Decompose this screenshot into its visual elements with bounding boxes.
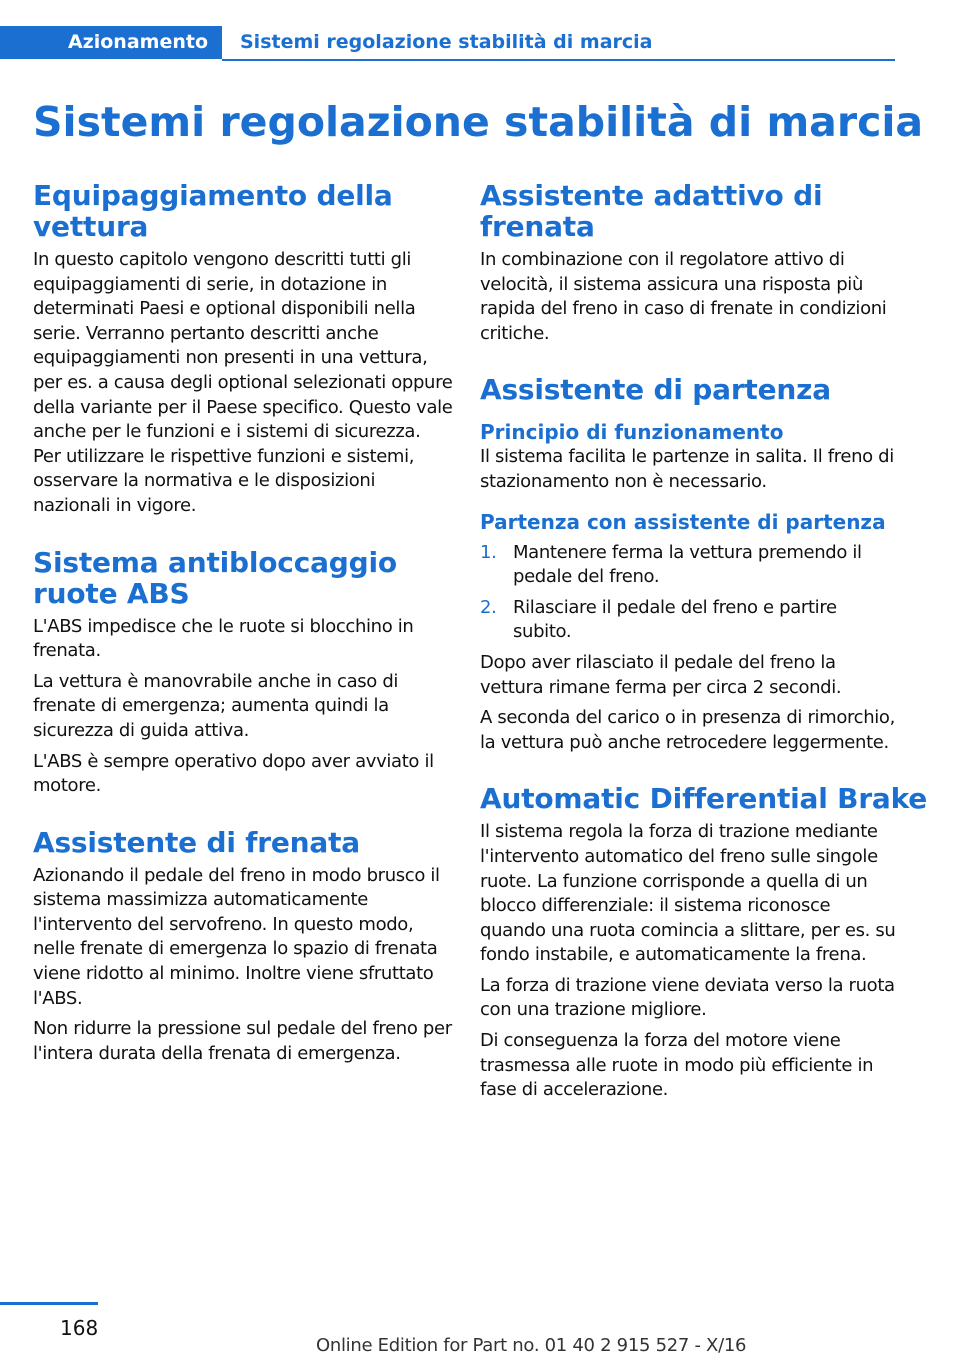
step-text: Rilasciare il pedale del freno e partire subito. xyxy=(513,596,837,643)
right-column xyxy=(480,179,928,1103)
adb-paragraph-3: Di conseguenza la forza del motore viene trasmessa alle ruote in modo più efficiente in fase di accelerazione. xyxy=(480,1030,874,1101)
equipment-heading: Equipaggiamento della vettura xyxy=(33,179,393,243)
list-item xyxy=(480,541,900,590)
adaptive-brake-text: In combinazione con il regolatore attivo di velocità, il sistema assicura una risposta più rapida del freno in caso di frenate in condizioni critiche. xyxy=(480,249,887,344)
section-tab[interactable]: Azionamento xyxy=(0,26,222,59)
abs-heading: Sistema antibloccaggio ruote ABS xyxy=(33,545,397,610)
hill-start-section xyxy=(480,374,900,755)
page-number: 168 xyxy=(60,1316,99,1340)
adaptive-brake-section xyxy=(480,180,900,346)
adb-paragraph-2: La forza di trazione viene deviata verso la ruota con una trazione migliore. xyxy=(480,974,895,1021)
edition-note: Online Edition for Part no. 01 40 2 915 527 - X/16 xyxy=(316,1335,747,1356)
adb-heading: Automatic Differential Brake xyxy=(480,782,928,816)
adb-paragraph-1: Il sistema regola la forza di trazione mediante l'intervento automatico del freno sulle singole ruote. La funzione corrisponde a quella di un blocco differenziale: il sistema riconosce quando una ruota comincia a slittare, per es. su fondo instabile, e automaticamente la frena. xyxy=(480,821,896,966)
brake-assist-heading: Assistente di frenata xyxy=(33,825,360,859)
abs-paragraph-2: La vettura è manovrabile anche in caso di frenate di emergenza; aumenta quindi la sicurezza di guida attiva. xyxy=(33,670,399,741)
page-title: Sistemi regolazione stabilità di marcia xyxy=(33,98,924,146)
start-steps-list xyxy=(480,541,900,645)
list-item xyxy=(480,596,900,645)
adaptive-brake-heading: Assistente adattivo di frenata xyxy=(480,179,823,243)
header-rule xyxy=(222,59,895,61)
step-text: Mantenere ferma la vettura premendo il pedale del freno. xyxy=(513,541,862,588)
equipment-section xyxy=(33,180,453,519)
principle-text: Il sistema facilita le partenze in salita. Il freno di stazionamento non è necessario. xyxy=(480,446,894,492)
hill-start-heading: Assistente di partenza xyxy=(480,373,831,407)
hill-start-paragraph-1: Dopo aver rilasciato il pedale del freno la vettura rimane ferma per circa 2 secondi. xyxy=(480,651,842,698)
brake-assist-paragraph-1: Azionando il pedale del freno in modo brusco il sistema massimizza automaticamente l'intervento del servofreno. In questo modo, nelle frenate di emergenza lo spazio di frenata viene ridotto al minimo. Inoltre viene sfruttato l'ABS. xyxy=(33,864,440,1009)
step-number: 2. xyxy=(480,596,497,618)
adb-section xyxy=(480,782,928,1103)
chapter-tab[interactable]: Sistemi regolazione stabilità di marcia xyxy=(240,31,653,53)
start-procedure-heading: Partenza con assistente di partenza xyxy=(480,509,886,534)
principle-heading: Principio di funzionamento xyxy=(480,420,784,445)
header-bar xyxy=(0,26,895,62)
brake-assist-section xyxy=(33,827,453,1067)
abs-paragraph-1: L'ABS impedisce che le ruote si blocchino in frenata. xyxy=(33,615,414,662)
step-number: 1. xyxy=(480,541,497,563)
left-column xyxy=(33,180,453,1066)
footer-rule xyxy=(0,1302,98,1305)
abs-paragraph-3: L'ABS è sempre operativo dopo aver avviato il motore. xyxy=(33,750,434,797)
equipment-text: In questo capitolo vengono descritti tutti gli equipaggiamenti di serie, in dotazione in determinati Paesi e optional disponibili nella serie. Verranno pertanto descritti anche equipaggiamenti non presenti in una vettura, per es. a causa degli optional selezionati oppure della variante per il Paese specifico. Questo vale anche per le funzioni e i sistemi di sicurezza. Per utilizzare le rispettive funzioni e sistemi, osservare la normativa e le disposizioni nazionali in vigore. xyxy=(33,249,453,516)
brake-assist-paragraph-2: Non ridurre la pressione sul pedale del freno per l'intera durata della frenata di emergenza. xyxy=(33,1018,452,1064)
hill-start-paragraph-2: A seconda del carico o in presenza di rimorchio, la vettura può anche retrocedere leggermente. xyxy=(480,707,895,753)
abs-section xyxy=(33,547,453,799)
